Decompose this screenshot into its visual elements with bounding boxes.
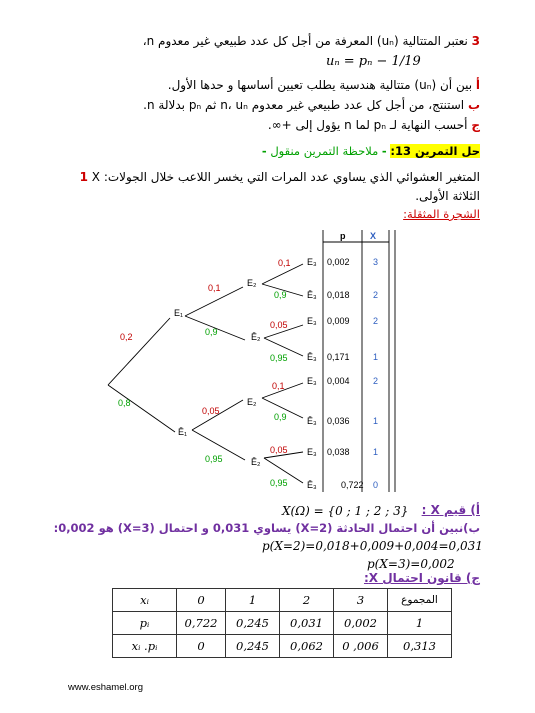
question-text: نعتبر المتتالية (uₙ) المعرفة من أجل كل عدد طبيعي غير معدوم n، (142, 34, 468, 48)
tree-event-label: E₃ (307, 316, 317, 326)
tree-event-label: E₃ (307, 447, 317, 457)
part-text: X :المتغير العشوائي الذي يساوي عدد المرات التي يخسر اللاعب خلال الجولات (91, 170, 480, 184)
tree-x-value: 1 (373, 416, 379, 426)
answer-a-value: X(Ω) = {0 ; 1 ; 2 ; 3} (282, 504, 409, 518)
table-cell: 0,722 (177, 612, 226, 635)
solution-note: ملاحظة التمرين منقول (270, 144, 379, 158)
tree-branch-prob: 0,1 (208, 283, 221, 293)
tree-x-value: 2 (373, 316, 379, 326)
table-cell: pᵢ (113, 612, 177, 635)
tree-event-label: E₂ (247, 278, 257, 288)
solution-dash: - (381, 144, 387, 158)
question-number: 3 (471, 34, 480, 48)
tree-branch-prob: 0,9 (274, 290, 287, 300)
tree-event-label: E₁ (174, 308, 184, 318)
answer-b-calc2: p(X=3)=0,002 (367, 557, 455, 571)
tree-branch-prob: 0,8 (118, 398, 131, 408)
tree-event-label: E₂ (247, 397, 257, 407)
tree-x-value: 1 (373, 447, 379, 457)
question-text: أحسب النهاية لـ pₙ لما n يؤول إلى +∞. (267, 118, 468, 132)
solution-title: حل التمرين 13: (390, 144, 480, 158)
table-cell: 0,245 (226, 612, 280, 635)
table-cell: 0 ,006 (334, 635, 388, 658)
answer-c-label: ج) قانون احتمال X: (363, 571, 480, 585)
tree-path-probability: 0,171 (327, 352, 350, 362)
table-row (113, 612, 452, 635)
tree-path-probability: 0,038 (327, 447, 350, 457)
table-cell: 2 (280, 589, 334, 612)
tree-event-label: Ē₂ (251, 457, 261, 467)
tree-x-value: 1 (373, 352, 379, 362)
probability-law-table (112, 588, 452, 658)
tree-branch-prob: 0,9 (274, 412, 287, 422)
table-row (113, 635, 452, 658)
table-cell: xᵢ .pᵢ (113, 635, 177, 658)
tree-x-value: 0 (373, 480, 379, 490)
tree-path-probability: 0,036 (327, 416, 350, 426)
table-cell: 0 (177, 589, 226, 612)
tree-event-label: E₃ (307, 257, 317, 267)
table-cell: 0,002 (334, 612, 388, 635)
question-text: بين أن (uₙ) متتالية هندسية يطلب تعيين أساسها و حدها الأول. (167, 78, 473, 92)
table-cell: 0,245 (226, 635, 280, 658)
column-header-x: X (370, 231, 377, 241)
tree-event-label: Ē₃ (307, 290, 317, 300)
tree-branch-prob: 0,95 (270, 353, 288, 363)
tree-path-probability: 0,002 (327, 257, 350, 267)
table-cell: 0,062 (280, 635, 334, 658)
table-cell: 1 (388, 612, 452, 635)
tree-path-probability: 0,018 (327, 290, 350, 300)
solution-dash: - (261, 144, 267, 158)
tree-branch-prob: 0,95 (205, 454, 223, 464)
tree-event-label: E₃ (307, 376, 317, 386)
tree-x-value: 2 (373, 376, 379, 386)
table-cell: 0,031 (280, 612, 334, 635)
question-text: استنتج، من أجل كل عدد طبيعي غير معدوم n، uₙ ثم pₙ بدلالة n. (143, 98, 465, 112)
table-cell: 0 (177, 635, 226, 658)
table-cell: 3 (334, 589, 388, 612)
tree-event-label: Ē₂ (251, 332, 261, 342)
table-cell: 1 (226, 589, 280, 612)
table-row (113, 589, 452, 612)
tree-branch-prob: 0,1 (278, 258, 291, 268)
tree-branch-prob: 0,9 (205, 327, 218, 337)
table-cell: المجموع (388, 589, 452, 612)
part1-line2: الثلاثة الأولى. (415, 189, 480, 203)
tree-branch-prob: 0,05 (270, 445, 288, 455)
answer-b-calc1: p(X=2)=0,018+0,009+0,004=0,031 (262, 539, 483, 553)
tree-branch-prob: 0,1 (272, 381, 285, 391)
tree-x-value: 2 (373, 290, 379, 300)
answer-b-label: ب)نبين أن احتمال الحادثة (X=2) يساوي 0,031 و احتمال (X=3) هو 0,002: (53, 521, 480, 535)
tree-x-value: 3 (373, 257, 379, 267)
tree-path-probability: 0,004 (327, 376, 350, 386)
tree-event-label: Ē₃ (307, 352, 317, 362)
answer-a-line (422, 503, 480, 517)
column-header-p: p (340, 231, 346, 241)
tree-branch-prob: 0,05 (202, 406, 220, 416)
tree-event-label: Ē₃ (307, 480, 317, 490)
tree-branch-prob: 0,05 (270, 320, 288, 330)
tree-event-label: Ē₃ (307, 416, 317, 426)
tree-branch-prob: 0,95 (270, 478, 288, 488)
tree-branch-prob: 0,2 (120, 332, 133, 342)
footer-url: www.eshamel.org (68, 682, 143, 693)
tree-path-probability: 0,009 (327, 316, 350, 326)
question-letter: أ (475, 78, 480, 92)
part-number: 1 (79, 170, 88, 184)
tree-event-label: Ē₁ (178, 427, 188, 437)
table-cell: xᵢ (113, 589, 177, 612)
question-letter: ج (471, 118, 480, 132)
tree-title: الشجرة المثقلة: (403, 207, 480, 221)
table-cell: 0,313 (388, 635, 452, 658)
tree-path-probability: 0,722 (341, 480, 364, 490)
answer-a-label: أ) قيم X : (421, 503, 480, 517)
question-letter: ب (467, 98, 480, 112)
formula: uₙ = pₙ − 1/19 (326, 54, 421, 69)
